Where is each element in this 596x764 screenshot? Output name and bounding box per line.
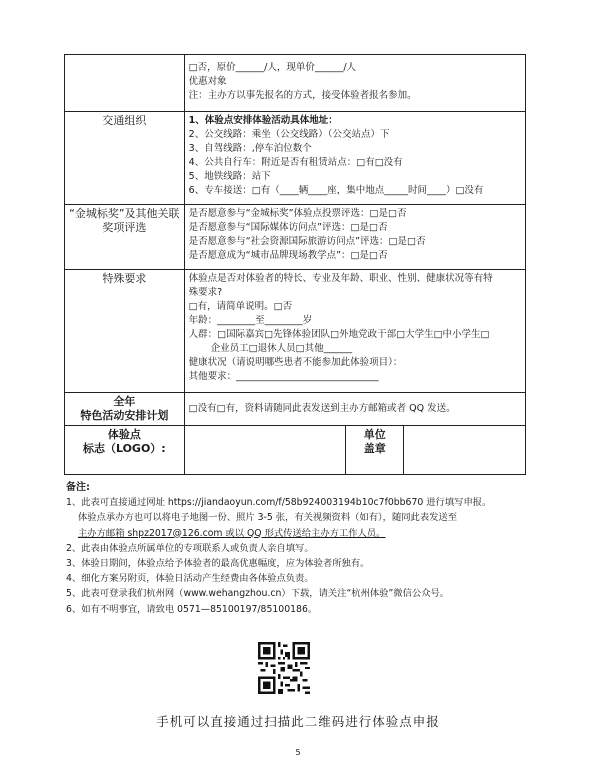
age-range-line: 年龄：________至________岁	[188, 315, 313, 326]
stamp-label-1: 单位	[363, 428, 386, 441]
special-label: 特殊要求	[65, 270, 185, 393]
pricing-content-cell	[184, 55, 525, 112]
award-question: 是否愿意参与“国际媒体访问点”评选：□是□否	[188, 222, 388, 233]
awards-row	[65, 205, 526, 270]
awards-label: “金城标奖”及其他关联奖项评选	[65, 205, 185, 270]
award-question: 是否愿意参与“金城标奖”体验点投票评选：□是□否	[188, 208, 407, 219]
health-line: 健康状况（请说明哪些患者不能参加此体验项目）：	[188, 357, 403, 368]
logo-label-2: 标志（LOGO）:	[82, 442, 166, 455]
stamp-label-2: 盖章	[363, 442, 386, 455]
transport-label: 交通组织	[65, 112, 185, 205]
annual-label-2: 特色活动安排计划	[80, 409, 169, 422]
discount-target: 优惠对象	[188, 76, 227, 87]
page-number: 5	[295, 748, 301, 757]
transport-line: 2、公交线路：乘坐（公交线路）（公交站点）下	[188, 129, 390, 140]
special-requirements-row	[65, 270, 526, 393]
transport-content-cell	[184, 112, 525, 205]
price-line: □否，原价______/人，现单价______/人	[188, 62, 357, 73]
annual-label-1: 全年	[113, 395, 136, 408]
special-line: 体验点是否对体验者的特长、专业及年龄、职业、性别、健康状况等有特	[188, 273, 493, 284]
annual-content-cell	[184, 393, 525, 426]
note-1b: 体验点承办方也可以将电子地图一份、照片 3-5 张，有关视频资料（如有），随同此表发送至	[78, 512, 458, 524]
special-line: 殊要求?	[188, 287, 223, 298]
note-1: 1、此表可直接通过网址 https://jiandaoyun.com/f/58b924003194b10c7f0bb670 进行填写申报。	[66, 497, 492, 509]
notes-section	[66, 480, 536, 617]
transport-line: 5、地铁线路：站下	[188, 171, 271, 182]
transport-line: 4、公共自行车：附近是否有租赁站点：□有□没有	[188, 157, 403, 168]
note-4: 4、细化方案另附页，体验日活动产生经费由各体验点负责。	[66, 573, 314, 585]
annual-plan-text: □没有□有，资料请随同此表发送到主办方邮箱或者 QQ 发送。	[188, 403, 456, 414]
transport-line: 3、自驾线路：,停车泊位数个	[188, 143, 312, 154]
award-question: 是否愿意成为“城市品牌现场教学点”：□是□否	[188, 250, 388, 261]
audience-line: 人群：□国际嘉宾□先锋体验团队□外地党政干部□大学生□中小学生□	[188, 329, 490, 340]
special-line: □有，请简单说明。□否	[188, 301, 293, 312]
note-6: 6、如有不明事宜，请致电 0571—85100197/85100186。	[66, 603, 318, 615]
pricing-row	[65, 55, 526, 112]
stamp-box[interactable]	[404, 426, 526, 475]
annual-plan-row	[65, 393, 526, 426]
notes-title: 备注:	[66, 482, 90, 493]
registration-note: 注：主办方以事先报名的方式，接受体验者报名参加。	[188, 90, 417, 101]
special-content-cell	[184, 270, 525, 393]
annual-label-cell	[65, 393, 185, 426]
note-1c: 主办方邮箱 shpz2017@126.com 或以 QQ 形式传送给主办方工作人员。	[78, 527, 386, 539]
logo-label-1: 体验点	[107, 428, 141, 441]
qr-caption: 手机可以直接通过扫描此二维码进行体验点申报	[156, 714, 440, 729]
logo-row	[65, 426, 526, 475]
note-2: 2、此表由体验点所属单位的专项联系人或负责人亲自填写。	[66, 542, 314, 554]
note-5: 5、此表可登录我们杭州网（www.wehangzhou.cn）下载，请关注“杭州体验”微信公众号。	[66, 588, 450, 600]
awards-content-cell	[184, 205, 525, 270]
transport-line: 6、专车接送：□有（____辆____座，集中地点_____时间____）□没有	[188, 185, 484, 196]
pricing-label-cell	[65, 55, 185, 112]
transport-line: 1、体验点安排体验活动具体地址：	[188, 115, 338, 126]
logo-label-cell	[65, 426, 185, 475]
other-requirements-line: 其他要求：______________________________	[188, 371, 379, 382]
qr-code-icon[interactable]	[258, 642, 310, 694]
award-question: 是否愿意参与“社会资源国际旅游访问点”评选：□是□否	[188, 236, 426, 247]
application-form-table	[64, 54, 526, 475]
audience-line-2: 企业员工□退休人员□其他______	[210, 343, 353, 354]
logo-box[interactable]	[184, 426, 346, 475]
note-3: 3、体验日期间，体验点给予体验者的最高优惠幅度，应为体验者所独有。	[66, 558, 370, 570]
transport-row	[65, 112, 526, 205]
stamp-label-cell	[346, 426, 404, 475]
